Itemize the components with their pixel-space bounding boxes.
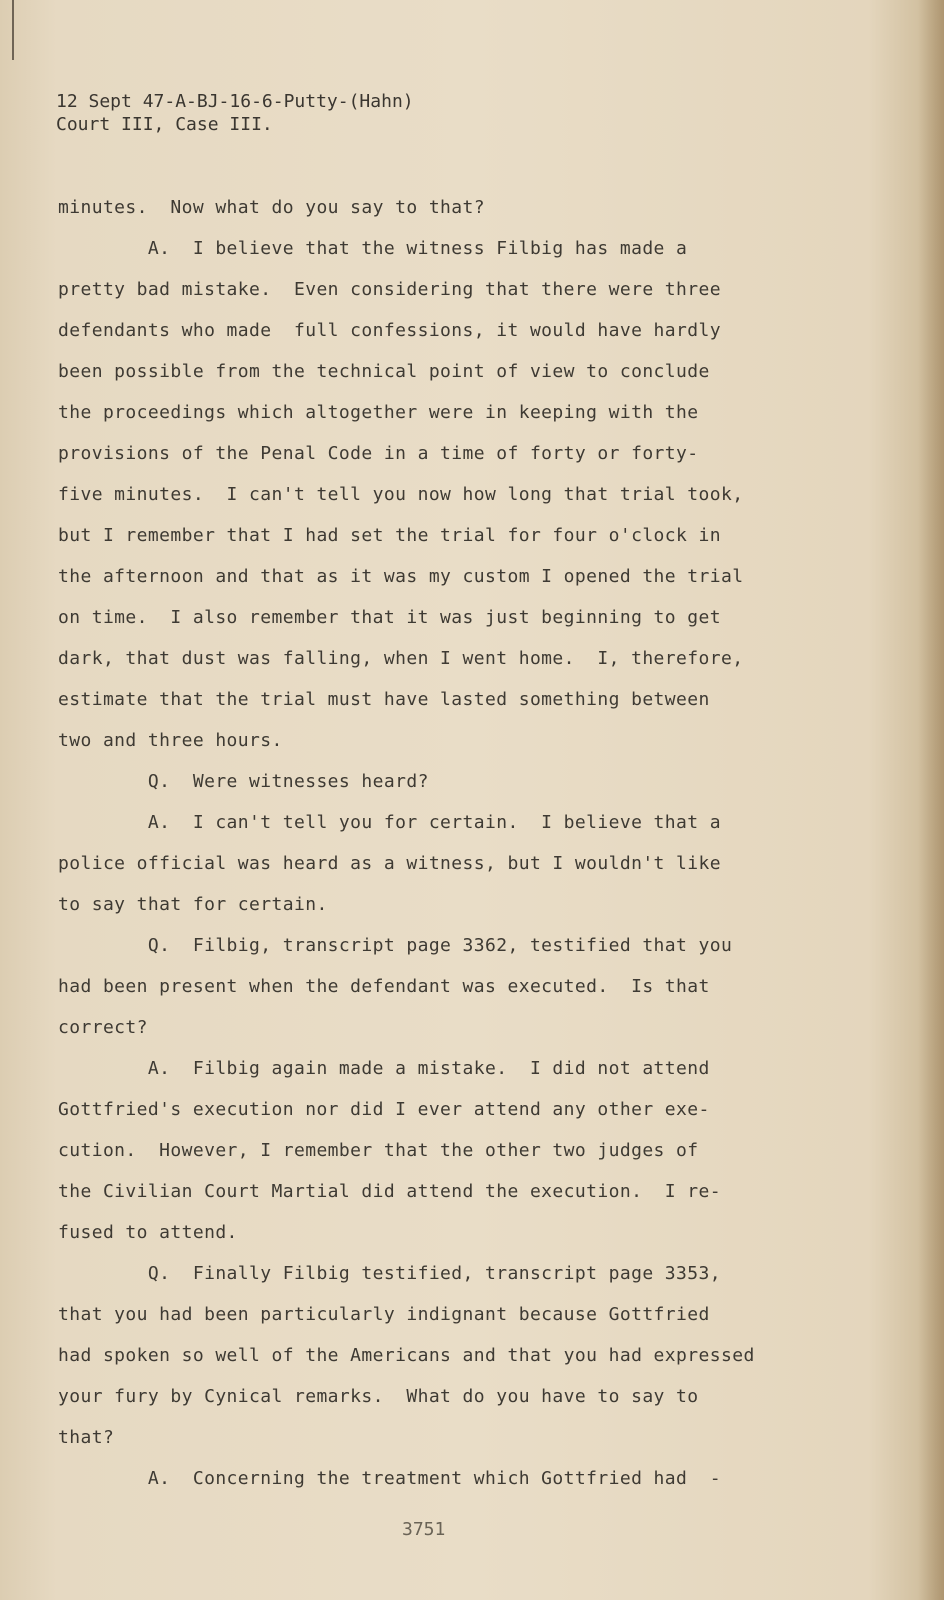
transcript-line: two and three hours. bbox=[58, 730, 283, 751]
margin-mark bbox=[12, 0, 14, 60]
transcript-line: A. I believe that the witness Filbig has made a bbox=[58, 238, 688, 259]
transcript-line: A. Filbig again made a mistake. I did not attend bbox=[58, 1058, 710, 1079]
transcript-line: A. Concerning the treatment which Gottfried had - bbox=[58, 1468, 721, 1489]
transcript-line: the afternoon and that as it was my custom I opened the trial bbox=[58, 566, 744, 587]
page-edge-shadow bbox=[918, 0, 944, 1600]
transcript-line: to say that for certain. bbox=[58, 894, 328, 915]
header-line-2: Court III, Case III. bbox=[56, 114, 273, 135]
transcript-line: the proceedings which altogether were in keeping with the bbox=[58, 402, 699, 423]
transcript-line: police official was heard as a witness, but I wouldn't like bbox=[58, 853, 721, 874]
transcript-line: that? bbox=[58, 1427, 115, 1448]
transcript-line: Q. Were witnesses heard? bbox=[58, 771, 429, 792]
transcript-line: defendants who made full confessions, it would have hardly bbox=[58, 320, 721, 341]
transcript-line: minutes. Now what do you say to that? bbox=[58, 197, 486, 218]
transcript-line: A. I can't tell you for certain. I believe that a bbox=[58, 812, 721, 833]
transcript-line: that you had been particularly indignant because Gottfried bbox=[58, 1304, 710, 1325]
transcript-line: Q. Finally Filbig testified, transcript page 3353, bbox=[58, 1263, 721, 1284]
transcript-line: been possible from the technical point of view to conclude bbox=[58, 361, 710, 382]
transcript-line: on time. I also remember that it was just beginning to get bbox=[58, 607, 721, 628]
transcript-line: five minutes. I can't tell you now how long that trial took, bbox=[58, 484, 744, 505]
transcript-line: cution. However, I remember that the other two judges of bbox=[58, 1140, 699, 1161]
transcript-line: had spoken so well of the Americans and that you had expressed bbox=[58, 1345, 755, 1366]
transcript-line: had been present when the defendant was executed. Is that bbox=[58, 976, 710, 997]
transcript-body bbox=[58, 187, 878, 1499]
transcript-line: pretty bad mistake. Even considering that there were three bbox=[58, 279, 721, 300]
transcript-line: dark, that dust was falling, when I went home. I, therefore, bbox=[58, 648, 744, 669]
page-number: 3751 bbox=[402, 1519, 446, 1540]
transcript-line: fused to attend. bbox=[58, 1222, 238, 1243]
transcript-line: your fury by Cynical remarks. What do you have to say to bbox=[58, 1386, 699, 1407]
transcript-line: Q. Filbig, transcript page 3362, testified that you bbox=[58, 935, 733, 956]
transcript-line: Gottfried's execution nor did I ever attend any other exe- bbox=[58, 1099, 710, 1120]
document-header bbox=[56, 90, 414, 136]
transcript-line: the Civilian Court Martial did attend the execution. I re- bbox=[58, 1181, 721, 1202]
transcript-line: estimate that the trial must have lasted something between bbox=[58, 689, 710, 710]
transcript-line: provisions of the Penal Code in a time of forty or forty- bbox=[58, 443, 699, 464]
transcript-line: correct? bbox=[58, 1017, 148, 1038]
transcript-line: but I remember that I had set the trial for four o'clock in bbox=[58, 525, 721, 546]
header-line-1: 12 Sept 47-A-BJ-16-6-Putty-(Hahn) bbox=[56, 91, 414, 112]
